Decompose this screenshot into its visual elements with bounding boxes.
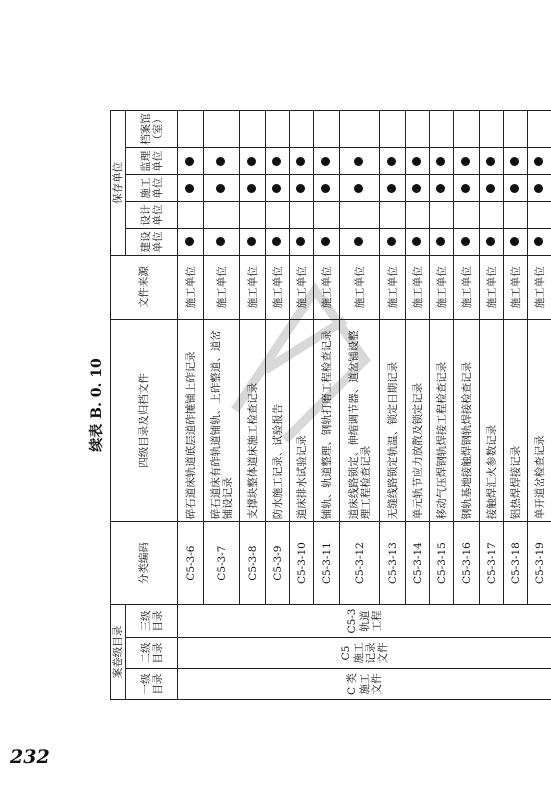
- keep-cell: [480, 228, 504, 255]
- keep-cell: [480, 111, 504, 148]
- source-cell: 施工单位: [380, 255, 406, 319]
- filled-dot-icon: [247, 157, 256, 166]
- keep-cell: [178, 111, 204, 148]
- filled-dot-icon: [296, 157, 305, 166]
- filled-dot-icon: [321, 184, 330, 193]
- filled-dot-icon: [296, 237, 305, 246]
- keep-cell: [178, 148, 204, 175]
- filled-dot-icon: [387, 184, 396, 193]
- filled-dot-icon: [354, 157, 363, 166]
- document-name-cell: 接触焊汇火参数记录: [480, 319, 504, 522]
- source-cell: 施工单位: [204, 255, 240, 319]
- keep-cell: [340, 228, 380, 255]
- keep-cell: [290, 202, 314, 229]
- table-row: [178, 111, 204, 700]
- code-cell: C5-3-10: [290, 522, 314, 605]
- document-name-cell: 钢轨基地接触焊钢轨焊接检查记录: [454, 319, 480, 522]
- keep-cell: [480, 148, 504, 175]
- code-cell: C5-3-13: [380, 522, 406, 605]
- keep-cell: [240, 175, 266, 202]
- filled-dot-icon: [486, 237, 495, 246]
- keep-cell: [504, 111, 528, 148]
- code-cell: C5-3-8: [240, 522, 266, 605]
- archive-table: [110, 110, 551, 700]
- document-name-cell: 无缝线路锁定轨温、锁定日期记录: [380, 319, 406, 522]
- filled-dot-icon: [272, 184, 281, 193]
- code-cell: C5-3-16: [454, 522, 480, 605]
- keep-cell: [240, 111, 266, 148]
- keep-cell: [266, 175, 290, 202]
- filled-dot-icon: [486, 157, 495, 166]
- keep-cell: [314, 202, 340, 229]
- keep-cell: [504, 148, 528, 175]
- document-name-cell: 碎石道床有砟轨道铺轨、上砟整道、道岔铺设记录: [204, 319, 240, 522]
- keep-cell: [406, 175, 430, 202]
- source-cell: 施工单位: [480, 255, 504, 319]
- code-cell: C5-3-19: [528, 522, 551, 605]
- document-name-cell: 铝热焊焊接记录: [504, 319, 528, 522]
- document-name-cell: 碎石道床轨道底层道砟摊铺上砟记录: [178, 319, 204, 522]
- document-name-cell: 支撑块整体道床施工检查记录: [240, 319, 266, 522]
- level3-header: 三级目录: [126, 604, 178, 637]
- keep-cell: [454, 175, 480, 202]
- filled-dot-icon: [412, 184, 421, 193]
- keep-cell: [340, 148, 380, 175]
- source-cell: 施工单位: [528, 255, 551, 319]
- source-cell: 施工单位: [290, 255, 314, 319]
- filled-dot-icon: [216, 157, 225, 166]
- keep-cell: [314, 175, 340, 202]
- filled-dot-icon: [510, 237, 519, 246]
- code-cell: C5-3-9: [266, 522, 290, 605]
- filled-dot-icon: [354, 184, 363, 193]
- group-level2-cell: C5 施工记录文件: [178, 638, 551, 669]
- keep-cell: [480, 202, 504, 229]
- keep-cell: [290, 228, 314, 255]
- keep-cell: [314, 228, 340, 255]
- rotated-table-area: [88, 110, 546, 700]
- keep-cell: [266, 202, 290, 229]
- code-header: 分类编码: [111, 522, 178, 605]
- source-header: 文件来源: [111, 255, 178, 319]
- keep-cell: [204, 202, 240, 229]
- table-title: 续表 B. 0. 10: [89, 358, 105, 452]
- document-name-cell: 道床排水试验记录: [290, 319, 314, 522]
- source-cell: 施工单位: [266, 255, 290, 319]
- keep-cell: [178, 228, 204, 255]
- source-cell: 施工单位: [406, 255, 430, 319]
- keep-cell: [480, 175, 504, 202]
- filled-dot-icon: [247, 184, 256, 193]
- keep-cell: [314, 111, 340, 148]
- keep-cell: [240, 148, 266, 175]
- keep-cell: [204, 175, 240, 202]
- keep-cell: [266, 148, 290, 175]
- filled-dot-icon: [486, 184, 495, 193]
- keep-supervision-header: 监理单位: [126, 148, 178, 175]
- filled-dot-icon: [216, 184, 225, 193]
- level1-header: 一级目录: [126, 669, 178, 700]
- keep-cell: [528, 148, 551, 175]
- group-level3-cell: C5-3 轨道工程: [178, 604, 551, 637]
- filled-dot-icon: [436, 157, 445, 166]
- keep-cell: [290, 148, 314, 175]
- keep-cell: [266, 111, 290, 148]
- keep-cell: [528, 202, 551, 229]
- filled-dot-icon: [321, 157, 330, 166]
- source-cell: 施工单位: [340, 255, 380, 319]
- filled-dot-icon: [185, 184, 194, 193]
- filled-dot-icon: [436, 237, 445, 246]
- keep-cell: [266, 228, 290, 255]
- keep-cell: [380, 175, 406, 202]
- keep-cell: [406, 202, 430, 229]
- document-name-cell: 单开道岔检查记录: [528, 319, 551, 522]
- keep-cell: [528, 228, 551, 255]
- source-cell: 施工单位: [314, 255, 340, 319]
- level2-header: 二级目录: [126, 638, 178, 669]
- keep-cell: [290, 111, 314, 148]
- source-cell: 施工单位: [430, 255, 454, 319]
- filled-dot-icon: [387, 157, 396, 166]
- document-name-cell: 道床线路锁定、伸缩调节器、道岔铺设整理工程检查记录: [340, 319, 380, 522]
- code-cell: C5-3-15: [430, 522, 454, 605]
- keep-cell: [340, 111, 380, 148]
- filled-dot-icon: [534, 157, 543, 166]
- keep-cell: [340, 175, 380, 202]
- keep-cell: [204, 228, 240, 255]
- code-cell: C5-3-11: [314, 522, 340, 605]
- keep-archive-header: 档案馆（室）: [126, 111, 178, 148]
- code-cell: C5-3-6: [178, 522, 204, 605]
- group-level1-cell: C 类施工文件: [178, 669, 551, 700]
- keep-cell: [454, 202, 480, 229]
- keep-cell: [504, 202, 528, 229]
- filled-dot-icon: [321, 237, 330, 246]
- code-cell: C5-3-7: [204, 522, 240, 605]
- filled-dot-icon: [510, 184, 519, 193]
- filled-dot-icon: [387, 237, 396, 246]
- filled-dot-icon: [461, 157, 470, 166]
- keep-cell: [406, 228, 430, 255]
- keep-cell: [406, 148, 430, 175]
- filled-dot-icon: [216, 237, 225, 246]
- keep-cell: [178, 202, 204, 229]
- source-cell: 施工单位: [454, 255, 480, 319]
- keep-cell: [454, 148, 480, 175]
- keep-cell: [430, 228, 454, 255]
- keep-builder-header: 施工单位: [126, 175, 178, 202]
- code-cell: C5-3-14: [406, 522, 430, 605]
- keep-cell: [528, 111, 551, 148]
- keep-cell: [240, 228, 266, 255]
- keep-cell: [380, 148, 406, 175]
- filled-dot-icon: [436, 184, 445, 193]
- keep-construction-header: 建设单位: [126, 228, 178, 255]
- keep-cell: [504, 175, 528, 202]
- keep-cell: [340, 202, 380, 229]
- keep-cell: [204, 148, 240, 175]
- filled-dot-icon: [272, 237, 281, 246]
- keep-cell: [430, 202, 454, 229]
- page-number: 232: [10, 746, 50, 768]
- keep-cell: [380, 111, 406, 148]
- keeping-header: 保存单位: [111, 111, 126, 256]
- filled-dot-icon: [534, 237, 543, 246]
- keep-cell: [430, 111, 454, 148]
- filled-dot-icon: [354, 237, 363, 246]
- filled-dot-icon: [461, 184, 470, 193]
- code-cell: C5-3-17: [480, 522, 504, 605]
- keep-cell: [380, 202, 406, 229]
- document-name-cell: 移动气压焊钢轨焊接工程检查记录: [430, 319, 454, 522]
- filled-dot-icon: [296, 184, 305, 193]
- keep-cell: [204, 111, 240, 148]
- filled-dot-icon: [461, 237, 470, 246]
- source-cell: 施工单位: [504, 255, 528, 319]
- keep-cell: [178, 175, 204, 202]
- catalog-level-header: 案卷级目录: [111, 604, 126, 699]
- keep-cell: [454, 111, 480, 148]
- table-body: [178, 111, 551, 700]
- code-cell: C5-3-12: [340, 522, 380, 605]
- document-name-cell: 防水施工记录、试验报告: [266, 319, 290, 522]
- keep-cell: [430, 175, 454, 202]
- filled-dot-icon: [272, 157, 281, 166]
- filled-dot-icon: [247, 237, 256, 246]
- keep-cell: [380, 228, 406, 255]
- code-cell: C5-3-18: [504, 522, 528, 605]
- keep-cell: [430, 148, 454, 175]
- filled-dot-icon: [185, 157, 194, 166]
- filled-dot-icon: [185, 237, 194, 246]
- keep-cell: [454, 228, 480, 255]
- keep-design-header: 设计单位: [126, 202, 178, 229]
- filled-dot-icon: [534, 184, 543, 193]
- keep-cell: [240, 202, 266, 229]
- keep-cell: [314, 148, 340, 175]
- filled-dot-icon: [510, 157, 519, 166]
- level4-header: 四级目录及归档文件: [111, 319, 178, 522]
- keep-cell: [504, 228, 528, 255]
- keep-cell: [528, 175, 551, 202]
- source-cell: 施工单位: [178, 255, 204, 319]
- document-name-cell: 铺轨、轨道整理、钢轨打磨工程检查记录: [314, 319, 340, 522]
- filled-dot-icon: [412, 237, 421, 246]
- filled-dot-icon: [412, 157, 421, 166]
- document-name-cell: 单元轨节应力放散及锁定记录: [406, 319, 430, 522]
- keep-cell: [406, 111, 430, 148]
- source-cell: 施工单位: [240, 255, 266, 319]
- keep-cell: [290, 175, 314, 202]
